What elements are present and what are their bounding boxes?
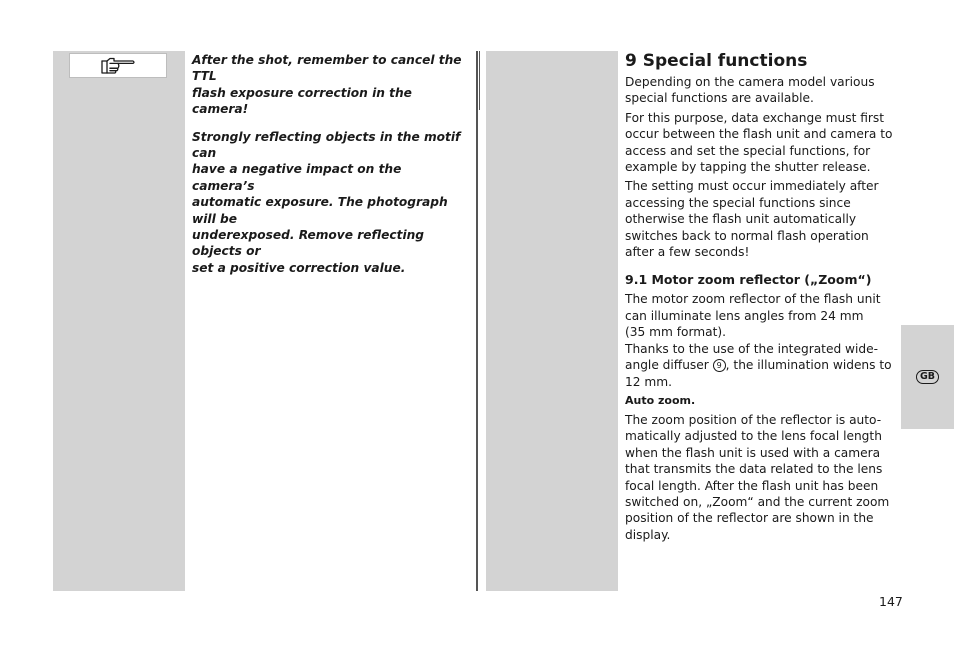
body-paragraph: The zoom position of the reflector is auto- matically adjusted to the lens focal length when the flash unit is used with a camera that transmits the data related to the lens focal length. After the flash unit has been switched on, „Zoom“ and the current zoom position of the reflector are shown in the display. xyxy=(625,412,890,542)
body-paragraph: Thanks to the use of the integrated wide- angle diffuser 9 , the illumination widens to 12 mm. xyxy=(625,341,892,389)
diffuser-reference-marker: 9 xyxy=(713,359,726,372)
language-badge: GB xyxy=(916,370,939,384)
body-paragraph: The motor zoom reflector of the flash unit can illuminate lens angles from 24 mm (35 mm format). xyxy=(625,292,881,340)
body-paragraph: The setting must occur immediately after accessing the special functions since otherwise the flash unit automatically switches back to normal flash operation after a few seconds! xyxy=(625,179,879,260)
language-tab xyxy=(901,325,954,429)
note-box xyxy=(69,53,167,78)
warning-note: After the shot, remember to cancel the TTL flash exposure correction in the camera! xyxy=(192,53,462,117)
warning-notes xyxy=(192,52,468,287)
right-margin-band xyxy=(486,51,618,591)
column-divider xyxy=(476,51,478,591)
section-title: 9 Special functions xyxy=(625,51,808,71)
left-margin-band xyxy=(53,51,185,591)
page-number: 147 xyxy=(879,594,903,609)
body-paragraph: Depending on the camera model various special functions are available. xyxy=(625,75,875,106)
pointing-hand-icon xyxy=(99,56,137,76)
column-divider-tick xyxy=(479,51,480,110)
subsection-title: 9.1 Motor zoom reflector („Zoom“) xyxy=(625,272,872,288)
body-paragraph: For this purpose, data exchange must first occur between the flash unit and camera to access and set the special functions, for example by tapping the shutter release. xyxy=(625,110,893,175)
warning-note: Strongly reflecting objects in the motif can have a negative impact on the camera’s automatic exposure. The photograph will be underexposed. Remove reflecting objects or set a positive correction value. xyxy=(192,129,461,275)
main-text-column xyxy=(625,50,897,546)
subheading: Auto zoom. xyxy=(625,393,696,407)
